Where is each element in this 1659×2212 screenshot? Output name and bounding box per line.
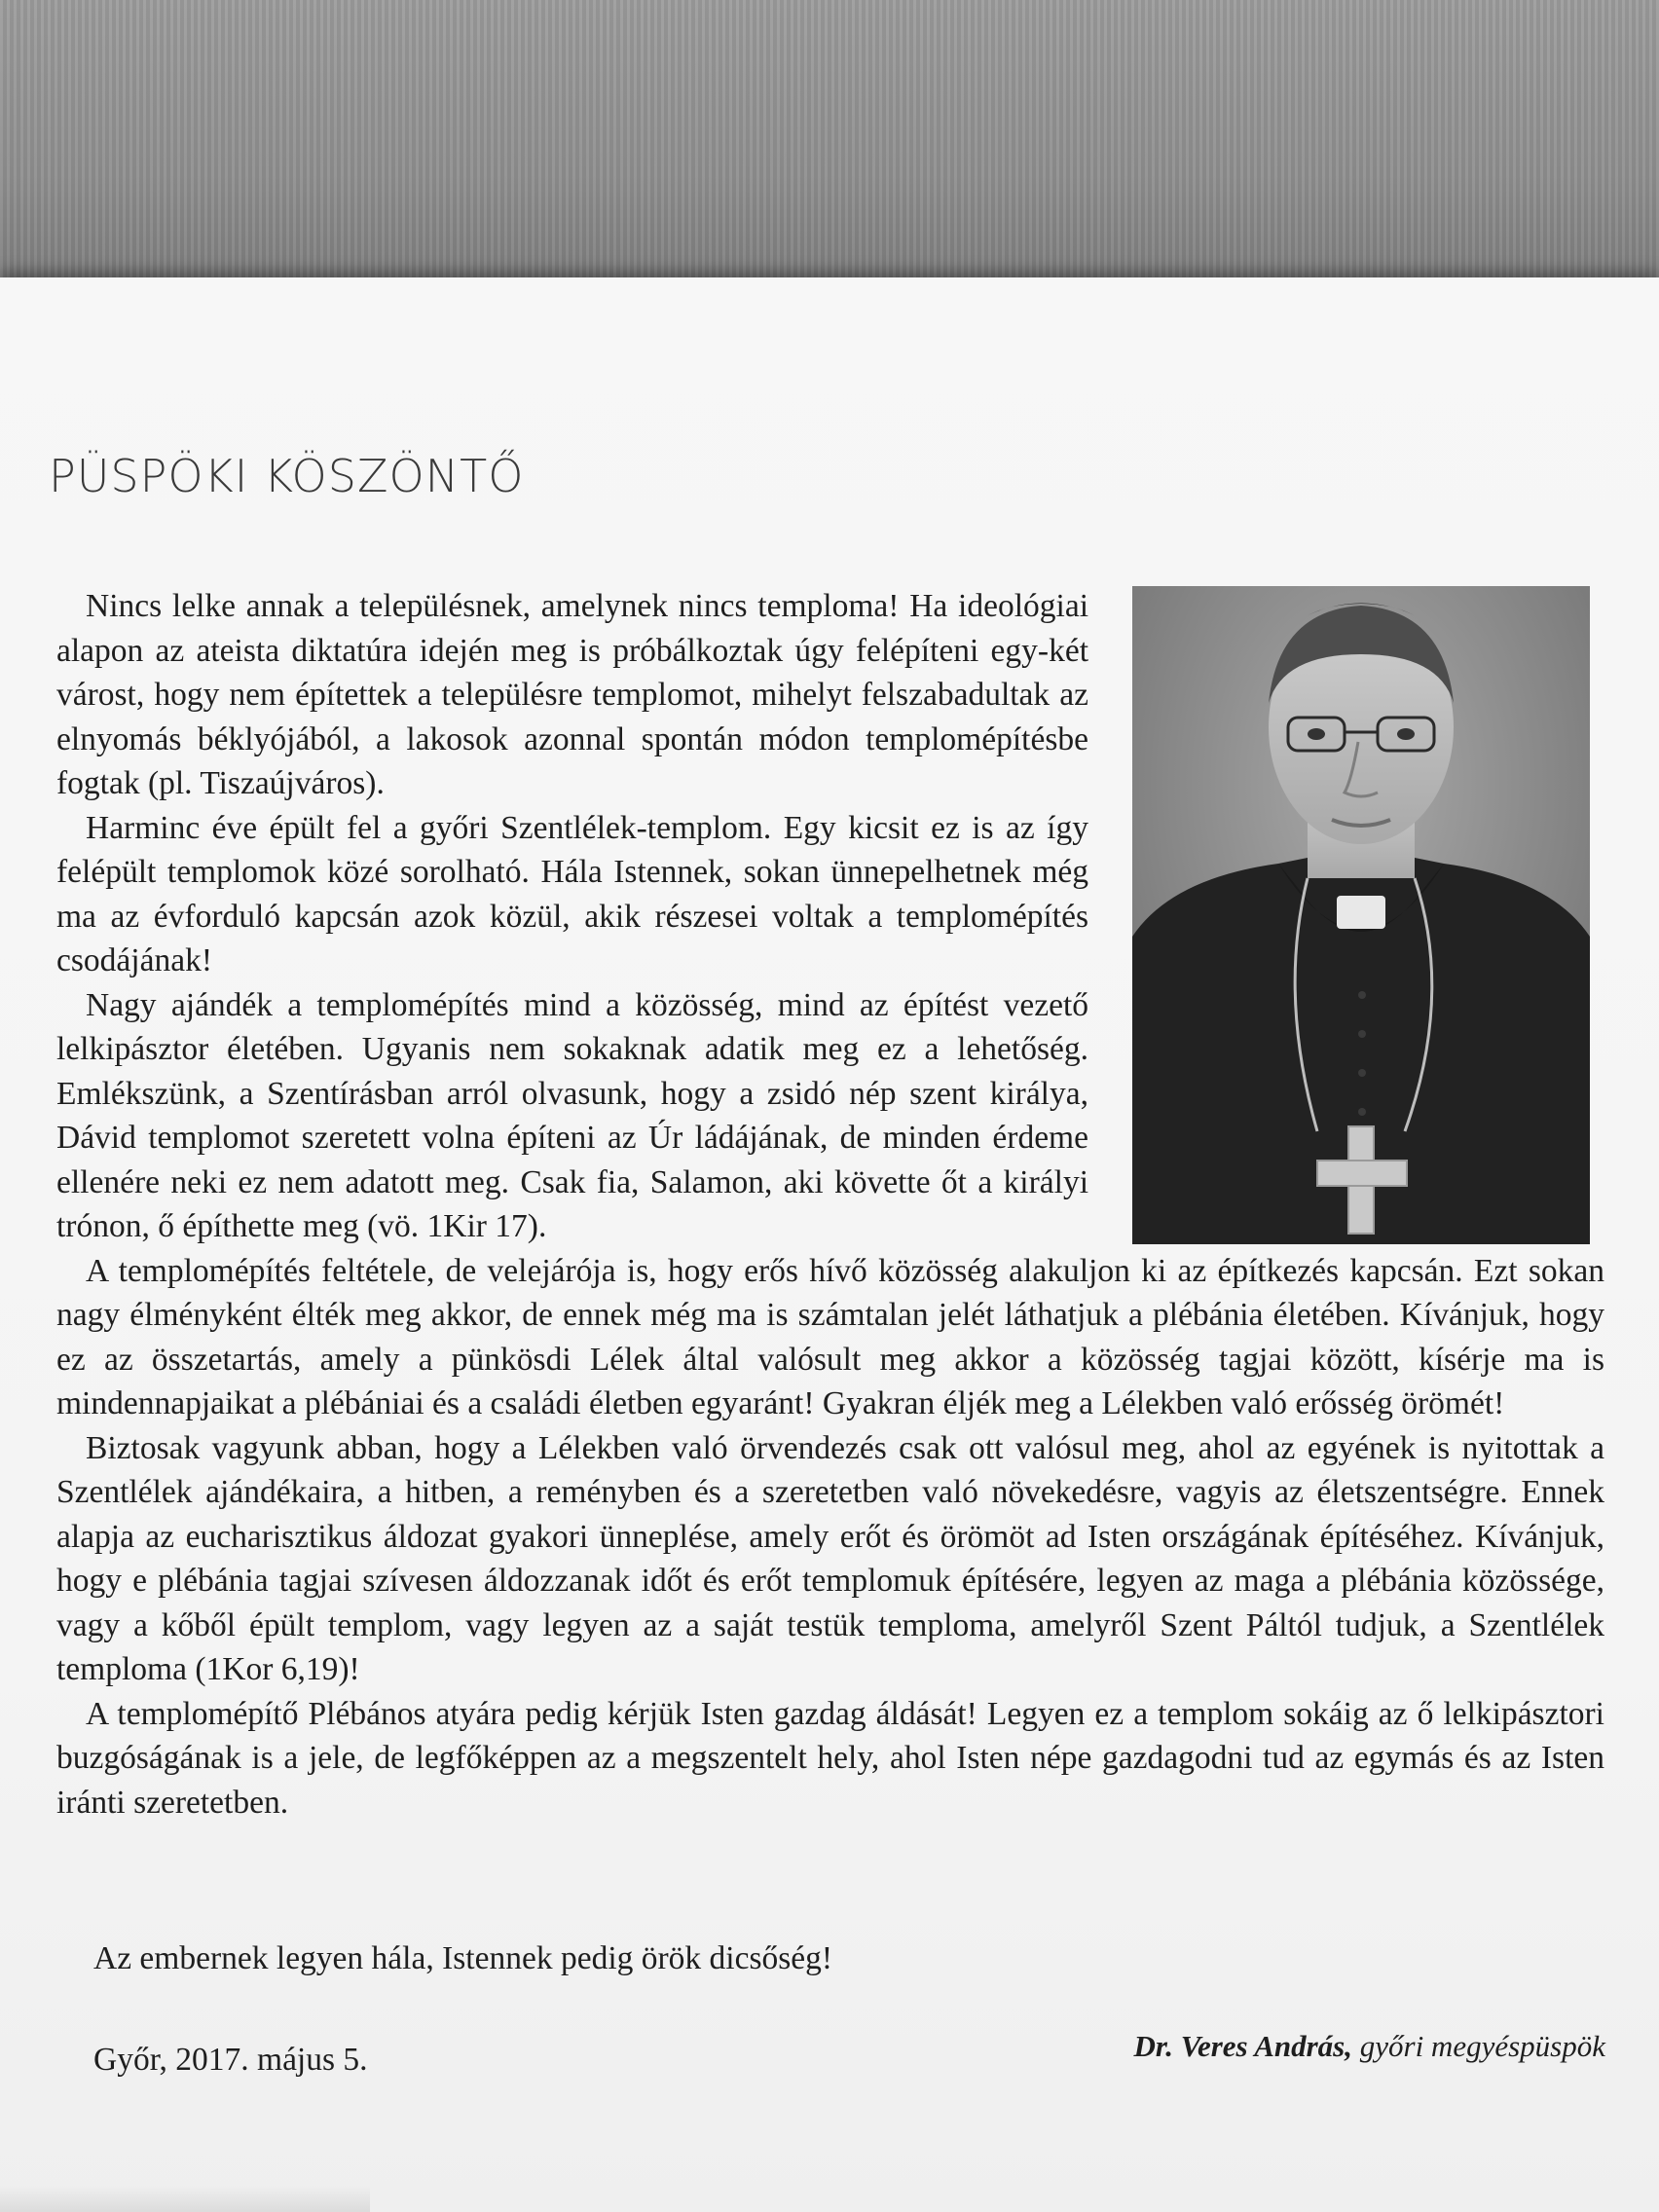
closing-line: Az embernek legyen hála, Istennek pedig örök dicsőség!: [93, 1940, 833, 1976]
signature: [1133, 2029, 1605, 2064]
paragraph: Nincs lelke annak a településnek, amelynek nincs temploma! Ha ideológiai alapon az ateista diktatúra idején meg is próbálkoztak úgy felépíteni egy-két várost, hogy nem építettek a településre templomot, mihelyt felszabadultak az elnyomás béklyójából, a lakosok azonnal spontán módon templomépítésbe fogtak (pl. Tiszaújváros).: [56, 588, 1088, 801]
background-surface: [0, 0, 1659, 292]
signature-title: győri megyéspüspök: [1359, 2029, 1605, 2063]
page-title: PÜSPÖKI KÖSZÖNTŐ: [49, 450, 525, 502]
bottom-watermark: [0, 2186, 370, 2212]
paragraph: Nagy ajándék a templomépítés mind a közösség, mind az építést vezető lelkipásztor életében. Ugyanis nem sokaknak adatik meg ez a lehetőség. Emlékszünk, a Szentírásban arról olvasunk, hogy a zsidó nép szent királya, Dávid templomot szeretett volna építeni az Úr ládájának, de minden érdeme ellenére neki ez nem adatott meg. Csak fia, Salamon, aki követte őt a királyi trónon, ő építhette meg (vö. 1Kir 17).: [56, 986, 1088, 1244]
paragraph: A templomépítés feltétele, de velejárója is, hogy erős hívő közösség alakuljon ki az építkezés kapcsán. Ezt sokan nagy élményként élték meg akkor, de ennek még ma is számtalan jelét láthatjuk a plébánia életében. Kívánjuk, hogy ez az összetartás, amely a pünkösdi Lélek által valósult meg akkor a közösség tagjai között, kísérje ma is mindennapjaikat a plébániai és a családi életben egyaránt! Gyakran éljék meg a Lélekben való erősség örömét!: [56, 1252, 1604, 1421]
paragraph: Harminc éve épült fel a győri Szentlélek-templom. Egy kicsit ez is az így felépült templomok közé sorolható. Hála Istennek, sokan ünnepelhetnek még ma az évforduló kapcsán azok közül, akik részesei voltak a templomépítés csodájának!: [56, 809, 1088, 978]
letter-body: [56, 584, 1614, 1825]
paragraph: Biztosak vagyunk abban, hogy a Lélekben való örvendezés csak ott valósul meg, ahol az egyének is nyitottak a Szentlélek ajándékaira, a hitben, a reményben és a szeretetben való növekedésre, vagyis az életszentségre. Ennek alapja az eucharisztikus áldozat gyakori ünneplése, amely erőt és örömöt ad Isten országának építéséhez. Kívánjuk, hogy e plébánia tagjai szívesen áldozzanak időt és erőt templomuk építésére, legyen az maga a plébánia közössége, vagy a kőből épült templom, vagy legyen az a saját testük temploma, amelyről Szent Páltól tudjuk, a Szentlélek temploma (1Kor 6,19)!: [56, 1429, 1604, 1687]
signature-name: Dr. Veres András,: [1133, 2029, 1352, 2063]
paragraph: A templomépítő Plébános atyára pedig kérjük Isten gazdag áldását! Legyen ez a templom sokáig az ő lelkipásztori buzgóságának is a jele, de legfőképpen az a megszentelt hely, ahol Isten népe gazdagodni tud az egymás és az Isten iránti szeretetben.: [56, 1695, 1604, 1821]
date-line: Győr, 2017. május 5.: [93, 2042, 368, 2078]
